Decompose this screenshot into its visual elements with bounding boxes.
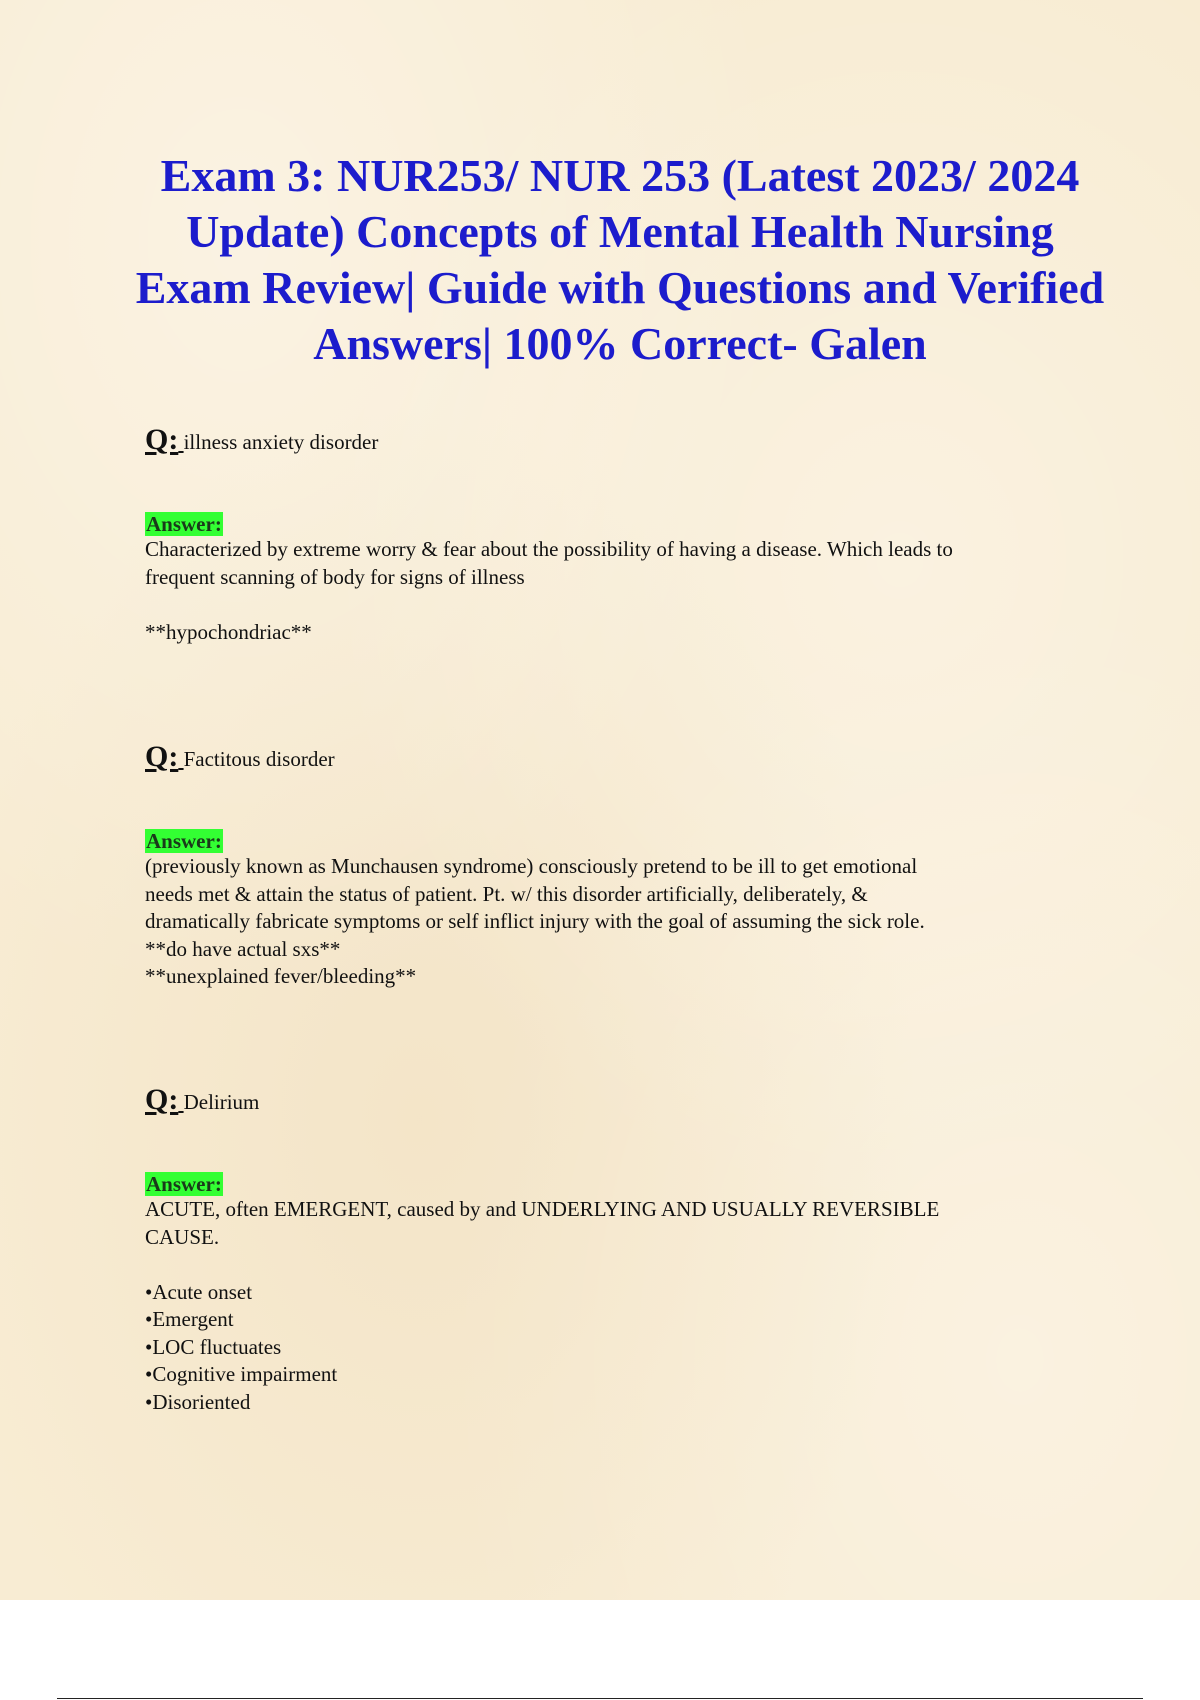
answer-text [145, 1196, 1095, 1416]
answer-label: Answer: [146, 829, 222, 853]
question-text: Delirium [183, 1090, 260, 1114]
bullet-item: •Cognitive impairment [145, 1362, 338, 1386]
question-marker: Q: [145, 740, 179, 773]
answer-line: **hypochondriac** [145, 619, 312, 644]
document-title: Exam 3: NUR253/ NUR 253 (Latest 2023/ 2024 Update) Concepts of Mental Health Nursing Exam Review| Guide with Questions and Verified Answers| 100% Correct- Galen [135, 150, 1105, 369]
question-marker: Q: [145, 1083, 179, 1116]
answer-label: Answer: [146, 512, 222, 536]
page-bottom-rule [57, 1698, 1143, 1699]
question-text: Factitous disorder [183, 747, 335, 771]
bullet-item: •Acute onset [145, 1279, 253, 1304]
answer-line: dramatically fabricate symptoms or self inflict injury with the goal of assuming the sick role. [145, 909, 925, 933]
question-line [145, 740, 1095, 773]
answer-line: (previously known as Munchausen syndrome) consciously pretend to be ill to get emotional [145, 854, 918, 878]
question-line [145, 423, 1095, 456]
question-text: illness anxiety disorder [183, 430, 379, 454]
answer-text [145, 853, 1095, 991]
answer-line: Characterized by extreme worry & fear about the possibility of having a disease. Which leads to [145, 537, 953, 561]
bullet-item: •Disoriented [145, 1389, 251, 1414]
qa-item-3 [145, 1083, 1095, 1416]
answer-text [145, 536, 1095, 646]
question-marker: Q: [145, 423, 179, 456]
answer-line: **unexplained fever/bleeding** [145, 964, 417, 988]
question-line [145, 1083, 1095, 1116]
answer-line: CAUSE. [145, 1224, 220, 1249]
answer-line: ACUTE, often EMERGENT, caused by and UNDERLYING AND USUALLY REVERSIBLE [145, 1197, 940, 1221]
answer-line [145, 591, 1095, 619]
answer-line: frequent scanning of body for signs of illness [145, 564, 525, 589]
answer-line: **do have actual sxs** [145, 936, 341, 961]
bullet-item: •LOC fluctuates [145, 1334, 282, 1359]
answer-label: Answer: [146, 1172, 222, 1196]
bullet-item: •Emergent [145, 1307, 234, 1331]
qa-item-1 [145, 423, 1095, 646]
qa-item-2 [145, 740, 1095, 991]
answer-line [145, 1251, 1095, 1279]
answer-line: needs met & attain the status of patient. Pt. w/ this disorder artificially, deliberately, & [145, 881, 868, 906]
